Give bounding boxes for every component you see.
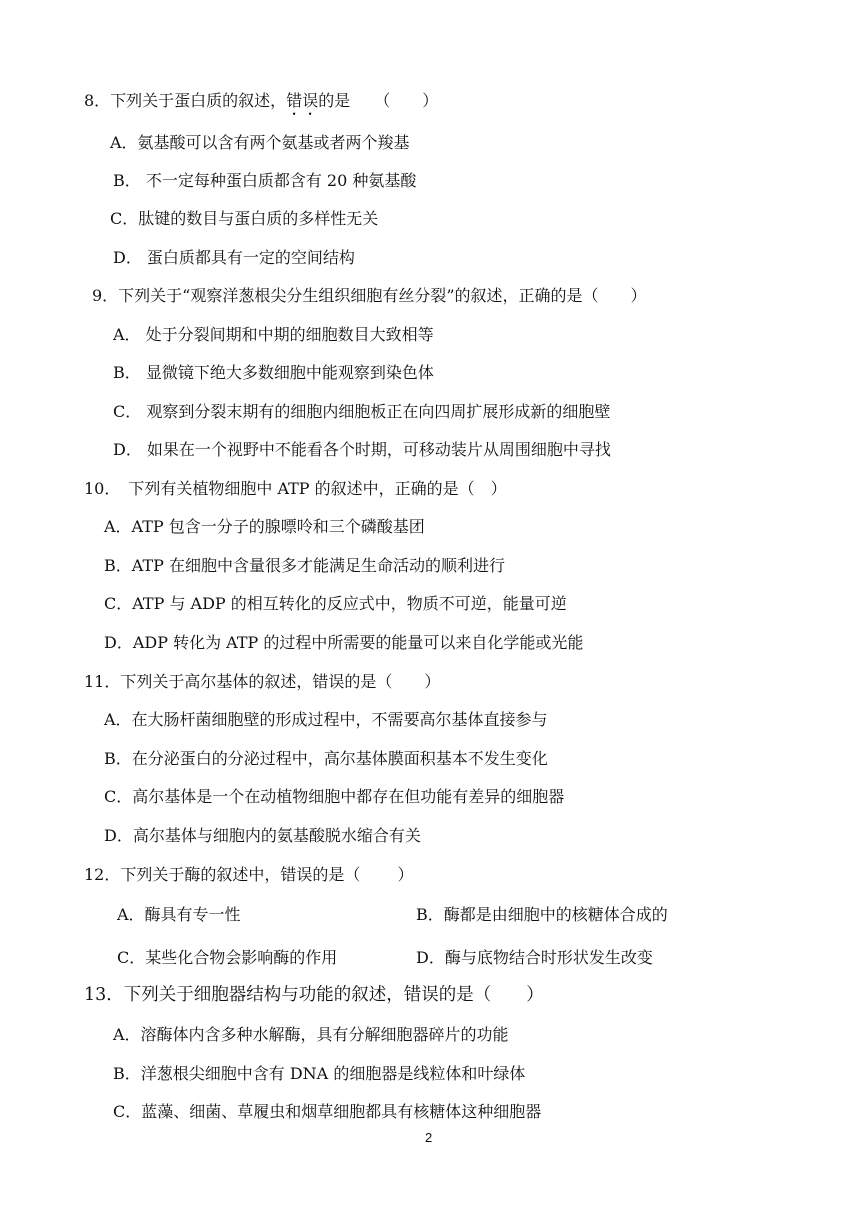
- question-10-stem: 10． 下列有关植物细胞中 ATP 的叙述中，正确的是（ ）: [84, 479, 507, 498]
- question-10-option-b: B．ATP 在细胞中含量很多才能满足生命活动的顺利进行: [104, 556, 505, 575]
- question-9-option-d: D． 如果在一个视野中不能看各个时期，可移动装片从周围细胞中寻找: [113, 440, 611, 459]
- page-number: 2: [425, 1130, 433, 1145]
- question-11-stem: 11．下列关于高尔基体的叙述，错误的是（ ）: [84, 672, 441, 691]
- question-12-option-b: B．酶都是由细胞中的核糖体合成的: [416, 905, 668, 924]
- question-12-stem: 12．下列关于酶的叙述中，错误的是（ ）: [84, 865, 414, 884]
- question-9-option-b: B． 显微镜下绝大多数细胞中能观察到染色体: [113, 363, 434, 382]
- question-12-option-c: C．某些化合物会影响酶的作用: [117, 948, 338, 967]
- question-9-stem: 9．下列关于“观察洋葱根尖分生组织细胞有丝分裂”的叙述，正确的是（ ）: [92, 286, 647, 305]
- question-11-option-d: D．高尔基体与细胞内的氨基酸脱水缩合有关: [104, 826, 421, 845]
- question-13-option-a: A．溶酶体内含多种水解酶，具有分解细胞器碎片的功能: [113, 1025, 509, 1044]
- question-10-option-d: D．ADP 转化为 ATP 的过程中所需要的能量可以来自化学能或光能: [104, 633, 584, 652]
- question-9-option-c: C． 观察到分裂末期有的细胞内细胞板正在向四周扩展形成新的细胞壁: [113, 402, 611, 421]
- question-11-option-b: B．在分泌蛋白的分泌过程中，高尔基体膜面积基本不发生变化: [104, 749, 548, 768]
- question-8-option-a: A．氨基酸可以含有两个氨基或者两个羧基: [110, 133, 410, 152]
- question-8-stem: [84, 91, 438, 119]
- question-11-option-a: A．在大肠杆菌细胞壁的形成过程中，不需要高尔基体直接参与: [104, 710, 548, 729]
- question-13-stem: 13．下列关于细胞器结构与功能的叙述，错误的是（ ）: [84, 985, 544, 1005]
- question-13-option-b: B．洋葱根尖细胞中含有 DNA 的细胞器是线粒体和叶绿体: [113, 1064, 526, 1083]
- question-12-option-a: A．酶具有专一性: [117, 905, 241, 924]
- question-8-option-c: C．肽键的数目与蛋白质的多样性无关: [110, 209, 379, 228]
- question-8-emphasis: 错误: [286, 91, 319, 110]
- question-8-stem-text: 8．下列关于蛋白质的叙述，: [84, 91, 287, 110]
- question-10-option-a: A．ATP 包含一分子的腺嘌呤和三个磷酸基团: [104, 517, 425, 536]
- question-8-option-d: D． 蛋白质都具有一定的空间结构: [113, 248, 355, 267]
- question-12-option-d: D．酶与底物结合时形状发生改变: [416, 948, 653, 967]
- question-8-option-b: B． 不一定每种蛋白质都含有 20 种氨基酸: [113, 171, 417, 190]
- question-10-option-c: C．ATP 与 ADP 的相互转化的反应式中，物质不可逆，能量可逆: [104, 594, 567, 613]
- question-13-option-c: C．蓝藻、细菌、草履虫和烟草细胞都具有核糖体这种细胞器: [113, 1102, 542, 1121]
- question-11-option-c: C．高尔基体是一个在动植物细胞中都存在但功能有差异的细胞器: [104, 787, 565, 806]
- question-9-option-a: A． 处于分裂间期和中期的细胞数目大致相等: [113, 325, 434, 344]
- question-8-stem-end: 的是 （ ）: [318, 91, 439, 110]
